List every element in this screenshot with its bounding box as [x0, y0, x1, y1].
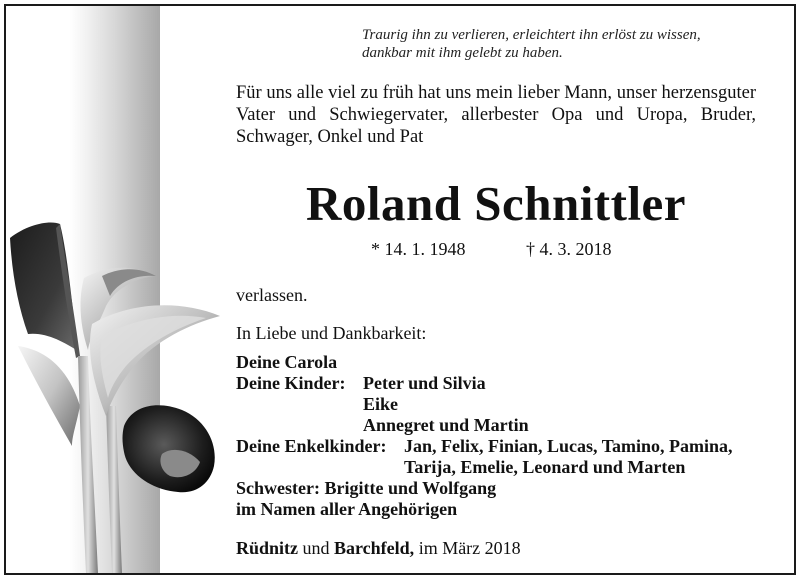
child-entry: Annegret und Martin	[363, 415, 529, 435]
mourner-sisters: Schwester: Brigitte und Wolfgang	[236, 478, 497, 498]
motto-quote	[362, 26, 762, 62]
mourner-wife: Deine Carola	[236, 352, 338, 372]
calla-lily-illustration	[6, 6, 236, 573]
grandchildren-label: Deine Enkelkinder:	[236, 436, 387, 456]
death-date: † 4. 3. 2018	[526, 239, 612, 259]
notice-date: im März 2018	[418, 538, 521, 558]
child-entry: Peter und Silvia	[363, 373, 486, 393]
greeting-text: In Liebe und Dankbarkeit:	[236, 323, 427, 343]
place-town-2: Barchfeld,	[334, 538, 415, 558]
obituary-notice	[4, 4, 796, 575]
place-town-1: Rüdnitz	[236, 538, 299, 558]
grandchildren-line: Tarija, Emelie, Leonard und Marten	[404, 457, 686, 477]
birth-date: * 14. 1. 1948	[371, 239, 466, 259]
motto-line: Traurig ihn zu verlieren, erleichtert ihn erlöst zu wissen,	[362, 27, 701, 43]
deceased-name: Roland Schnittler	[305, 176, 687, 231]
intro-text: Für uns alle viel zu früh hat uns mein lieber Mann, unser herzensguter Vater und Schwiegervater, allerbester Opa und Uropa, Bruder, Schwager, Onkel und Pat	[236, 83, 756, 147]
verb-text: verlassen.	[236, 285, 308, 305]
child-entry: Eike	[363, 394, 399, 414]
motto-line: dankbar mit ihm gelebt zu haben.	[362, 45, 563, 61]
mourner-relatives: im Namen aller Angehörigen	[236, 499, 458, 519]
place-conjunction: und	[302, 538, 330, 558]
children-label: Deine Kinder:	[236, 373, 346, 393]
place-date-line	[236, 537, 521, 559]
grandchildren-line: Jan, Felix, Finian, Lucas, Tamino, Pamina,	[404, 436, 733, 456]
